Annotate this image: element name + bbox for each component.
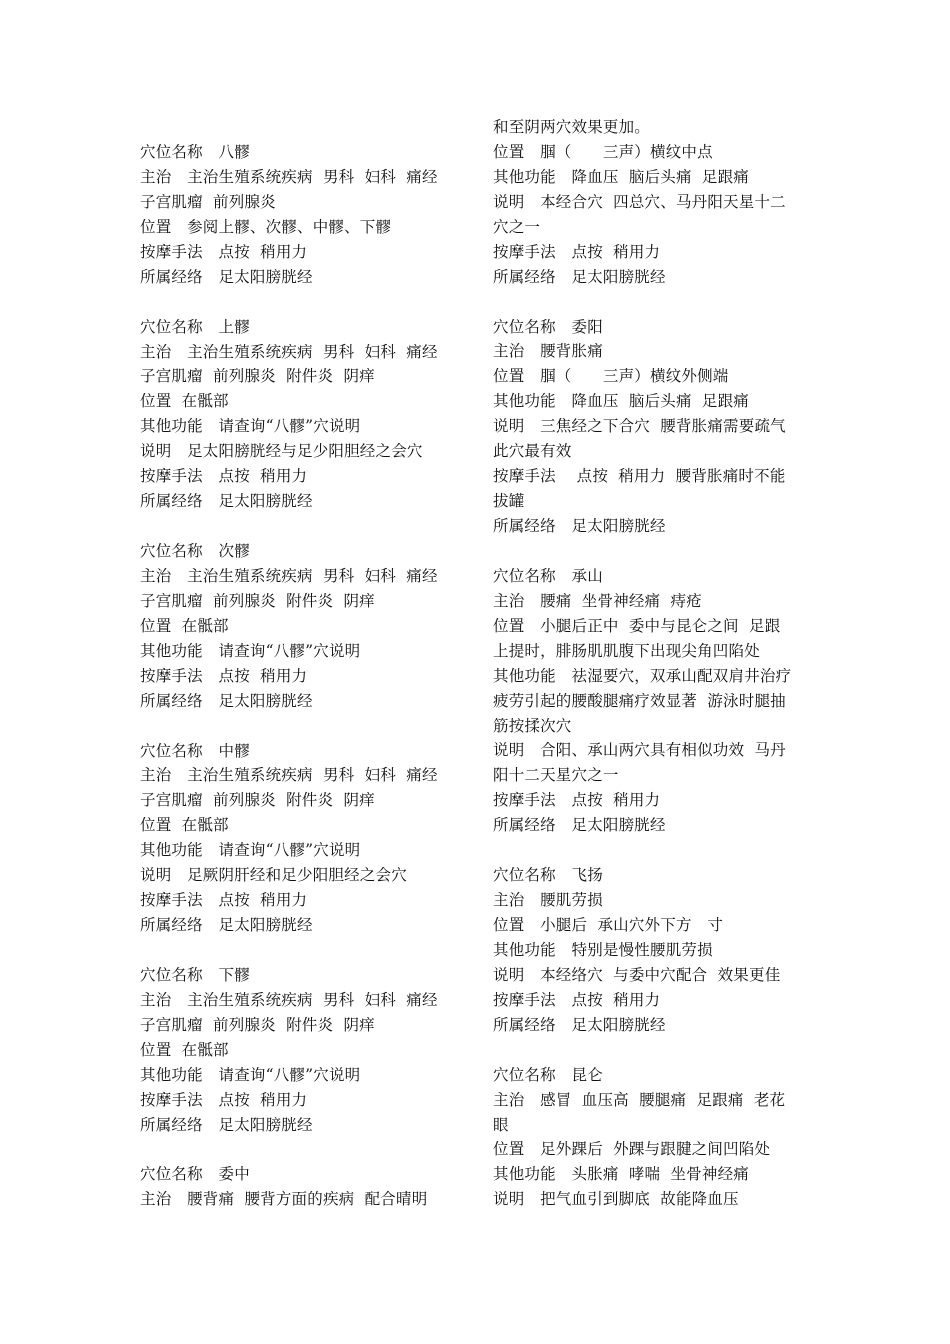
left-text-line: 穴位名称 中髎: [140, 741, 250, 760]
left-text-line: 其他功能 请查询“八髎”穴说明: [140, 417, 361, 436]
right-text-line: 说明 本经合穴 四总穴、马丹阳天星十二: [493, 192, 786, 211]
right-text-line: 穴位名称 昆仑: [493, 1065, 603, 1084]
right-text-line: 主治 腰肌劳损: [493, 891, 603, 910]
right-text-line: 说明 三焦经之下合穴 腰背胀痛需要疏气: [493, 417, 786, 436]
right-text-line: 穴之一: [493, 217, 541, 236]
right-text-line: 阳十二天星穴之一: [493, 766, 619, 785]
left-text-line: 穴位名称 次髎: [140, 542, 250, 560]
left-text-line: 主治 腰背痛 腰背方面的疾病 配合晴明: [140, 1190, 428, 1209]
left-text-line: 所属经络 足太阳膀胱经: [140, 492, 313, 511]
left-text-line: [140, 290, 462, 315]
left-text-line: 按摩手法 点按 稍用力: [140, 666, 308, 685]
left-text-line: 所属经络 足太阳膀胱经: [140, 267, 313, 286]
right-text-line: 位置 腘（ 三声）横纹中点: [493, 142, 713, 161]
left-text-line: 子宫肌瘤 前列腺炎 附件炎 阴痒: [140, 1015, 375, 1034]
left-text-line: 主治 主治生殖系统疾病 男科 妇科 痛经: [140, 167, 438, 186]
right-text-line: 其他功能 头胀痛 哮喘 坐骨神经痛: [493, 1165, 750, 1184]
left-text-line: 其他功能 请查询“八髎”穴说明: [140, 841, 361, 860]
left-text-line: [140, 1138, 462, 1163]
left-text-line: 主治 主治生殖系统疾病 男科 妇科 痛经: [140, 342, 438, 361]
right-column: [493, 115, 815, 1212]
left-text-line: 所属经络 足太阳膀胱经: [140, 916, 313, 935]
left-text-line: 位置 在骶部: [140, 616, 229, 635]
left-text-line: [140, 714, 462, 739]
right-text-line: 和至阴两穴效果更加。: [493, 118, 651, 136]
right-text-line: 位置 足外踝后 外踝与跟腱之间凹陷处: [493, 1140, 771, 1159]
right-text-line: 位置 小腿后正中 委中与昆仑之间 足跟: [493, 616, 781, 635]
right-text-line: 位置 腘（ 三声）横纹外侧端: [493, 367, 729, 386]
left-text-line: 按摩手法 点按 稍用力: [140, 242, 308, 261]
left-text-line: [140, 938, 462, 963]
left-text-line: [140, 514, 462, 539]
right-text-line: 筋按揉次穴: [493, 716, 572, 735]
right-text-line: 穴位名称 委阳: [493, 317, 603, 336]
right-text-line: 其他功能 特别是慢性腰肌劳损: [493, 940, 713, 959]
right-text-line: 按摩手法 点按 稍用力 腰背胀痛时不能: [493, 467, 786, 486]
left-text-line: 穴位名称 上髎: [140, 317, 250, 336]
left-text-line: 主治 主治生殖系统疾病 男科 妇科 痛经: [140, 566, 438, 585]
left-text-line: 子宫肌瘤 前列腺炎 附件炎 阴痒: [140, 791, 375, 810]
right-text-line: 眼: [493, 1115, 509, 1134]
left-text-line: 穴位名称 八髎: [140, 143, 250, 161]
left-text-line: 主治 主治生殖系统疾病 男科 妇科 痛经: [140, 766, 438, 785]
right-text-line: 主治 感冒 血压高 腰腿痛 足跟痛 老花: [493, 1090, 786, 1109]
right-text-line: 主治 腰背胀痛: [493, 342, 603, 361]
left-text-line: 按摩手法 点按 稍用力: [140, 1090, 308, 1109]
right-text-line: 所属经络 足太阳膀胱经: [493, 267, 666, 286]
right-text-line: 说明 合阳、承山两穴具有相似功效 马丹: [493, 741, 786, 760]
left-text-line: 说明 足厥阴肝经和足少阳胆经之会穴: [140, 866, 407, 885]
right-text-line: 按摩手法 点按 稍用力: [493, 791, 661, 810]
right-text-line: 上提时，腓肠肌肌腹下出现尖角凹陷处: [493, 641, 760, 660]
right-text-line: 说明 本经络穴 与委中穴配合 效果更佳: [493, 965, 781, 984]
left-text-line: 其他功能 请查询“八髎”穴说明: [140, 1065, 361, 1084]
right-text-line: [493, 838, 815, 863]
right-text-line: 拔罐: [493, 492, 525, 511]
right-text-line: [493, 539, 815, 564]
left-text-line: 说明 足太阳膀胱经与足少阳胆经之会穴: [140, 442, 423, 461]
right-text-line: 其他功能 降血压 脑后头痛 足跟痛: [493, 167, 750, 186]
right-text-line: 疲劳引起的腰酸腿痛疗效显著 游泳时腿抽: [493, 691, 786, 710]
left-text-line: 位置 在骶部: [140, 392, 229, 411]
left-column: [140, 140, 462, 1212]
right-text-line: [493, 1038, 815, 1063]
left-text-line: 所属经络 足太阳膀胱经: [140, 1115, 313, 1134]
left-text-line: 子宫肌瘤 前列腺炎: [140, 192, 276, 211]
left-text-line: 子宫肌瘤 前列腺炎 附件炎 阴痒: [140, 591, 375, 610]
left-text-line: 按摩手法 点按 稍用力: [140, 467, 308, 486]
right-text-line: 位置 小腿后 承山穴外下方 寸: [493, 916, 724, 934]
left-text-line: 位置 参阅上髎、次髎、中髎、下髎: [140, 217, 392, 236]
left-text-line: 位置 在骶部: [140, 1040, 229, 1059]
left-text-line: 其他功能 请查询“八髎”穴说明: [140, 641, 361, 660]
right-text-line: 穴位名称 飞扬: [493, 866, 603, 885]
left-text-line: 主治 主治生殖系统疾病 男科 妇科 痛经: [140, 990, 438, 1009]
left-text-line: 位置 在骶部: [140, 816, 229, 835]
left-text-line: 穴位名称 委中: [140, 1165, 250, 1184]
right-text-line: 其他功能 降血压 脑后头痛 足跟痛: [493, 392, 750, 411]
right-text-line: 穴位名称 承山: [493, 566, 603, 585]
right-text-line: 所属经络 足太阳膀胱经: [493, 816, 666, 835]
right-text-line: 主治 腰痛 坐骨神经痛 痔疮: [493, 591, 702, 610]
left-text-line: 子宫肌瘤 前列腺炎 附件炎 阴痒: [140, 367, 375, 386]
right-text-line: 此穴最有效: [493, 442, 572, 461]
right-text-line: 所属经络 足太阳膀胱经: [493, 1015, 666, 1034]
right-text-line: 按摩手法 点按 稍用力: [493, 990, 661, 1009]
right-text-line: 所属经络 足太阳膀胱经: [493, 517, 666, 535]
left-text-line: 所属经络 足太阳膀胱经: [140, 691, 313, 710]
right-text-line: [493, 290, 815, 315]
left-text-line: 按摩手法 点按 稍用力: [140, 891, 308, 910]
right-text-line: 说明 把气血引到脚底 故能降血压: [493, 1190, 739, 1209]
left-text-line: 穴位名称 下髎: [140, 965, 250, 984]
right-text-line: 按摩手法 点按 稍用力: [493, 242, 661, 261]
right-text-line: 其他功能 祛湿要穴，双承山配双肩井治疗: [493, 666, 792, 685]
